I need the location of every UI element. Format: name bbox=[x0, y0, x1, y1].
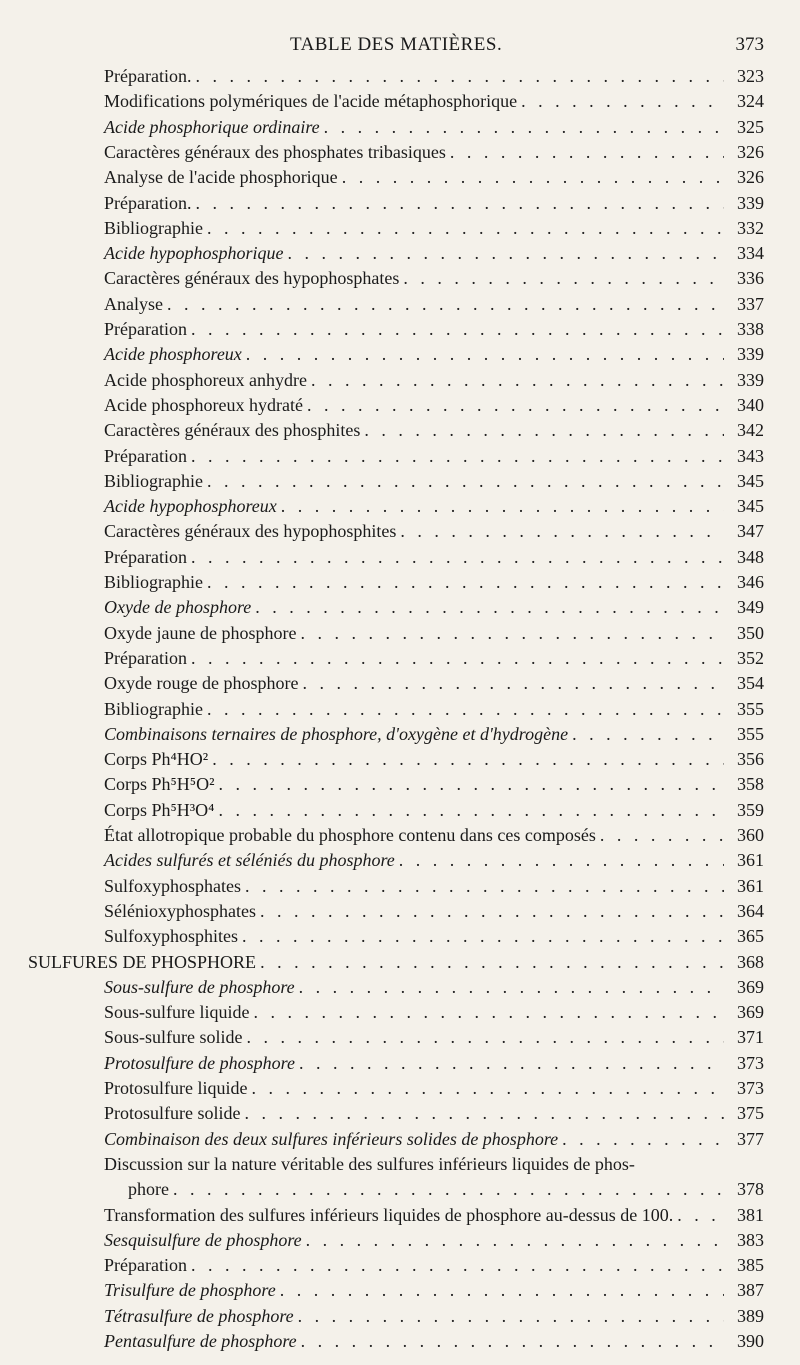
toc-entry-page: 361 bbox=[737, 875, 764, 896]
toc-entry bbox=[0, 621, 764, 646]
dot-leader bbox=[306, 1228, 724, 1253]
dot-leader bbox=[191, 545, 724, 570]
toc-entry bbox=[0, 1253, 764, 1278]
toc-entry bbox=[0, 671, 764, 696]
dot-leader bbox=[207, 216, 724, 241]
toc-entry bbox=[0, 1127, 764, 1152]
dot-leader bbox=[677, 1203, 724, 1228]
toc-entry bbox=[0, 342, 764, 367]
toc-entry bbox=[0, 722, 764, 747]
toc-entry bbox=[0, 140, 764, 165]
toc-entry-page: 354 bbox=[737, 673, 764, 694]
toc-entry-label: Oxyde jaune de phosphore bbox=[104, 622, 297, 643]
toc-entry bbox=[0, 798, 764, 823]
toc-entry-page: 347 bbox=[737, 521, 764, 542]
toc-entry-page: 355 bbox=[737, 723, 764, 744]
toc-entry-page: 361 bbox=[737, 850, 764, 871]
dot-leader bbox=[311, 368, 724, 393]
dot-leader bbox=[299, 1051, 724, 1076]
dot-leader bbox=[298, 1304, 724, 1329]
running-title: TABLE DES MATIÈRES. bbox=[290, 34, 503, 55]
toc-entry-page: 332 bbox=[737, 217, 764, 238]
toc-entry-label: Bibliographie bbox=[104, 217, 203, 238]
toc-entry-label: Corps Ph⁴HO² bbox=[104, 749, 209, 770]
toc-entry bbox=[0, 823, 764, 848]
toc-entry-label: Préparation bbox=[104, 1255, 187, 1276]
dot-leader bbox=[280, 1278, 724, 1303]
toc-entry bbox=[0, 1025, 764, 1050]
toc-entry bbox=[0, 1076, 764, 1101]
toc-entry bbox=[0, 1177, 764, 1202]
toc-entry bbox=[0, 494, 764, 519]
toc-entry-page: 323 bbox=[737, 66, 764, 86]
toc-entry bbox=[0, 393, 764, 418]
toc-entry-label: Acide hypophosphorique bbox=[104, 243, 284, 264]
toc-entry-label: Sélénioxyphosphates bbox=[104, 900, 256, 921]
toc-entry-page: 387 bbox=[737, 1280, 764, 1301]
toc-entry-label: Modifications polymériques de l'acide métaphosphorique bbox=[104, 91, 518, 112]
toc-entry bbox=[0, 1101, 764, 1126]
toc-entry bbox=[0, 368, 764, 393]
toc-entry-label: Sous-sulfure solide bbox=[104, 1027, 243, 1048]
dot-leader bbox=[191, 317, 724, 342]
dot-leader bbox=[251, 1076, 724, 1101]
toc-entry-label: Sous-sulfure liquide bbox=[104, 1002, 250, 1023]
dot-leader bbox=[450, 140, 724, 165]
toc-entry bbox=[0, 1228, 764, 1253]
toc-entry-label: Caractères généraux des hypophosphites bbox=[104, 521, 397, 542]
toc-entry bbox=[0, 64, 764, 89]
toc-entry-label: Oxyde rouge de phosphore bbox=[104, 673, 299, 694]
toc-entry bbox=[0, 1329, 764, 1354]
page-number: 373 bbox=[735, 34, 764, 55]
toc-entry-label: Caractères généraux des phosphates tribasiques bbox=[104, 141, 446, 162]
toc-entry-label: Caractères généraux des hypophosphates bbox=[104, 268, 400, 289]
toc-entry-page: 373 bbox=[737, 1078, 764, 1098]
dot-leader bbox=[191, 444, 724, 469]
toc-entry-label: Préparation. bbox=[104, 66, 192, 86]
toc-entry bbox=[0, 646, 764, 671]
toc-entry bbox=[0, 469, 764, 494]
toc-entry bbox=[0, 444, 764, 469]
toc-entry-page: 371 bbox=[737, 1027, 764, 1048]
toc-entry-page: 348 bbox=[737, 546, 764, 567]
dot-leader bbox=[600, 823, 724, 848]
toc-entry-page: 342 bbox=[737, 420, 764, 441]
toc-entry bbox=[0, 519, 764, 544]
toc-entry-label: Transformation des sulfures inférieurs liquides de phosphore au-dessus de 100. bbox=[104, 1204, 674, 1225]
toc-entry bbox=[0, 292, 764, 317]
toc-entry-page: 340 bbox=[737, 394, 764, 415]
toc-entry-page: 343 bbox=[737, 445, 764, 466]
toc-entry bbox=[0, 1000, 764, 1025]
page-header bbox=[0, 34, 800, 64]
toc-entry-label: Sulfoxyphosphites bbox=[104, 926, 239, 947]
toc-entry bbox=[0, 975, 764, 1000]
dot-leader bbox=[255, 595, 724, 620]
dot-leader bbox=[260, 950, 724, 975]
toc-entry-label: Tétrasulfure de phosphore bbox=[104, 1305, 294, 1326]
toc-entry-label: Acide hypophosphoreux bbox=[104, 496, 277, 517]
toc-entry-label: Acide phosphoreux anhydre bbox=[104, 369, 307, 390]
toc-entry bbox=[0, 266, 764, 291]
toc-entry-label: Protosulfure liquide bbox=[104, 1078, 248, 1098]
dot-leader bbox=[301, 1329, 724, 1354]
toc-entry-label: Protosulfure solide bbox=[104, 1103, 241, 1124]
toc-entry-label: Corps Ph⁵H⁵O² bbox=[104, 774, 215, 795]
dot-leader bbox=[307, 393, 724, 418]
toc-entry-label: Analyse bbox=[104, 293, 163, 314]
dot-leader bbox=[207, 570, 724, 595]
dot-leader bbox=[191, 646, 724, 671]
toc-entry bbox=[0, 241, 764, 266]
toc-entry-page: 349 bbox=[737, 597, 764, 618]
toc-entry-label: Oxyde de phosphore bbox=[104, 597, 252, 618]
toc-entry-label: Acide phosphoreux bbox=[104, 344, 242, 365]
toc-entry-label: Acide phosphoreux hydraté bbox=[104, 394, 303, 415]
toc-entry-label: Combinaison des deux sulfures inférieurs solides de phosphore bbox=[104, 1128, 559, 1149]
toc-entry-label: Bibliographie bbox=[104, 470, 203, 491]
toc-entry-page: 390 bbox=[737, 1331, 764, 1351]
toc-entry-page: 373 bbox=[737, 1052, 764, 1073]
toc-entry bbox=[0, 1051, 764, 1076]
toc-entry-page: 338 bbox=[737, 319, 764, 339]
toc-entry bbox=[0, 848, 764, 873]
dot-leader bbox=[218, 798, 724, 823]
toc-entry-label: Préparation bbox=[104, 647, 187, 668]
toc-entry bbox=[0, 89, 764, 114]
toc-entry-label: État allotropique probable du phosphore contenu dans ces composés bbox=[104, 825, 596, 845]
toc-entry-page: 355 bbox=[737, 698, 764, 719]
dot-leader bbox=[247, 1025, 725, 1050]
toc-entry-page: 378 bbox=[737, 1179, 764, 1200]
toc-entry-page: 345 bbox=[737, 470, 764, 491]
toc-entry-label: SULFURES DE PHOSPHORE bbox=[28, 951, 257, 972]
toc-entry-page: 383 bbox=[737, 1229, 764, 1250]
toc-entry-page: 368 bbox=[737, 951, 764, 972]
dot-leader bbox=[342, 165, 724, 190]
toc-entry-label: Corps Ph⁵H³O⁴ bbox=[104, 799, 215, 820]
toc-entry-label: Bibliographie bbox=[104, 572, 203, 592]
toc-entry-page: 324 bbox=[737, 91, 764, 112]
dot-leader bbox=[260, 899, 724, 924]
dot-leader bbox=[562, 1127, 724, 1152]
toc-entry-label: Caractères généraux des phosphites bbox=[104, 420, 361, 441]
toc-entry-page: 345 bbox=[737, 496, 764, 517]
dot-leader bbox=[207, 469, 724, 494]
toc-entry-page: 350 bbox=[737, 622, 764, 643]
dot-leader bbox=[173, 1177, 724, 1202]
toc-entry-label: Acides sulfurés et séléniés du phosphore bbox=[104, 850, 395, 871]
toc-entry-label: Acide phosphorique ordinaire bbox=[104, 116, 320, 137]
toc-entry-page: 375 bbox=[737, 1103, 764, 1124]
toc-entry-label: Sous-sulfure de phosphore bbox=[104, 976, 295, 997]
toc-entry-label: Sesquisulfure de phosphore bbox=[104, 1229, 302, 1250]
toc-entry bbox=[0, 115, 764, 140]
toc-entry bbox=[0, 165, 764, 190]
toc-entry-page: 339 bbox=[737, 192, 764, 213]
toc-entry-page: 359 bbox=[737, 799, 764, 820]
dot-leader bbox=[364, 418, 724, 443]
toc-entry-page: 326 bbox=[737, 167, 764, 188]
toc-entry-label: Préparation bbox=[104, 445, 187, 466]
toc-entry bbox=[0, 899, 764, 924]
dot-leader bbox=[195, 64, 724, 89]
dot-leader bbox=[254, 1000, 725, 1025]
toc-entry-page: 339 bbox=[737, 369, 764, 390]
toc-entry-label: Combinaisons ternaires de phosphore, d'oxygène et d'hydrogène bbox=[104, 723, 569, 744]
toc-entry-label: Pentasulfure de phosphore bbox=[104, 1331, 297, 1351]
toc-entry-label: Préparation bbox=[104, 319, 187, 339]
toc-entry-label: Sulfoxyphosphates bbox=[104, 875, 241, 896]
dot-leader bbox=[302, 671, 724, 696]
toc-entry-page: 381 bbox=[737, 1204, 764, 1225]
toc-entry-page: 325 bbox=[737, 116, 764, 137]
dot-leader bbox=[403, 266, 724, 291]
toc-entry-page: 360 bbox=[737, 825, 764, 845]
dot-leader bbox=[195, 191, 724, 216]
dot-leader bbox=[242, 924, 724, 949]
toc-entry bbox=[0, 1278, 764, 1303]
toc-section-heading bbox=[0, 950, 764, 975]
toc-entry-page: 365 bbox=[737, 926, 764, 947]
toc-entry-label: Préparation. bbox=[104, 192, 192, 213]
dot-leader bbox=[167, 292, 724, 317]
toc-entry-page: 377 bbox=[737, 1128, 764, 1149]
toc-entry-page: 364 bbox=[737, 900, 764, 921]
toc-entry bbox=[0, 317, 764, 342]
toc-entry bbox=[0, 874, 764, 899]
toc-entry bbox=[0, 191, 764, 216]
dot-leader bbox=[218, 772, 724, 797]
toc-entry bbox=[0, 418, 764, 443]
toc-entry-first-line: Discussion sur la nature véritable des sulfures inférieurs liquides de phos- bbox=[104, 1153, 635, 1174]
toc-entry-label: Bibliographie bbox=[104, 698, 203, 719]
dot-leader bbox=[400, 519, 724, 544]
toc-entry-label: Analyse de l'acide phosphorique bbox=[104, 167, 338, 188]
dot-leader bbox=[281, 494, 724, 519]
toc-entry-page: 369 bbox=[737, 1002, 764, 1023]
toc-entry-page: 356 bbox=[737, 749, 764, 770]
dot-leader bbox=[246, 342, 724, 367]
toc-entry bbox=[0, 924, 764, 949]
dot-leader bbox=[521, 89, 724, 114]
toc-entry bbox=[0, 570, 764, 595]
dot-leader bbox=[399, 848, 724, 873]
toc-entry bbox=[0, 772, 764, 797]
toc-entry bbox=[0, 697, 764, 722]
toc-entry-label: Protosulfure de phosphore bbox=[104, 1052, 295, 1073]
dot-leader bbox=[300, 621, 724, 646]
toc-entry-page: 389 bbox=[737, 1305, 764, 1326]
toc-entry-page: 339 bbox=[737, 344, 764, 365]
dot-leader bbox=[324, 115, 724, 140]
dot-leader bbox=[212, 747, 724, 772]
dot-leader bbox=[287, 241, 724, 266]
dot-leader bbox=[299, 975, 724, 1000]
toc-entry bbox=[0, 1304, 764, 1329]
toc-entry-page: 326 bbox=[737, 141, 764, 162]
toc-entry-page: 385 bbox=[737, 1255, 764, 1276]
toc-entry-label: phore bbox=[128, 1179, 169, 1200]
toc-entry bbox=[0, 216, 764, 241]
dot-leader bbox=[245, 1101, 725, 1126]
toc-entry-page: 346 bbox=[737, 572, 764, 592]
toc-entry bbox=[0, 595, 764, 620]
dot-leader bbox=[207, 697, 724, 722]
toc-entry-page: 337 bbox=[737, 293, 764, 314]
dot-leader bbox=[572, 722, 724, 747]
toc-entry-page: 352 bbox=[737, 647, 764, 668]
toc-entry-page: 369 bbox=[737, 976, 764, 997]
toc-entry bbox=[0, 545, 764, 570]
toc-entry bbox=[0, 747, 764, 772]
dot-leader bbox=[191, 1253, 724, 1278]
toc-entry-label: Préparation bbox=[104, 546, 187, 567]
toc-entry-page: 334 bbox=[737, 243, 764, 264]
toc-entry-page: 358 bbox=[737, 774, 764, 795]
toc-entry-label: Trisulfure de phosphore bbox=[104, 1280, 276, 1301]
toc-entry bbox=[0, 1203, 764, 1228]
dot-leader bbox=[245, 874, 724, 899]
toc-entry-page: 336 bbox=[737, 268, 764, 289]
